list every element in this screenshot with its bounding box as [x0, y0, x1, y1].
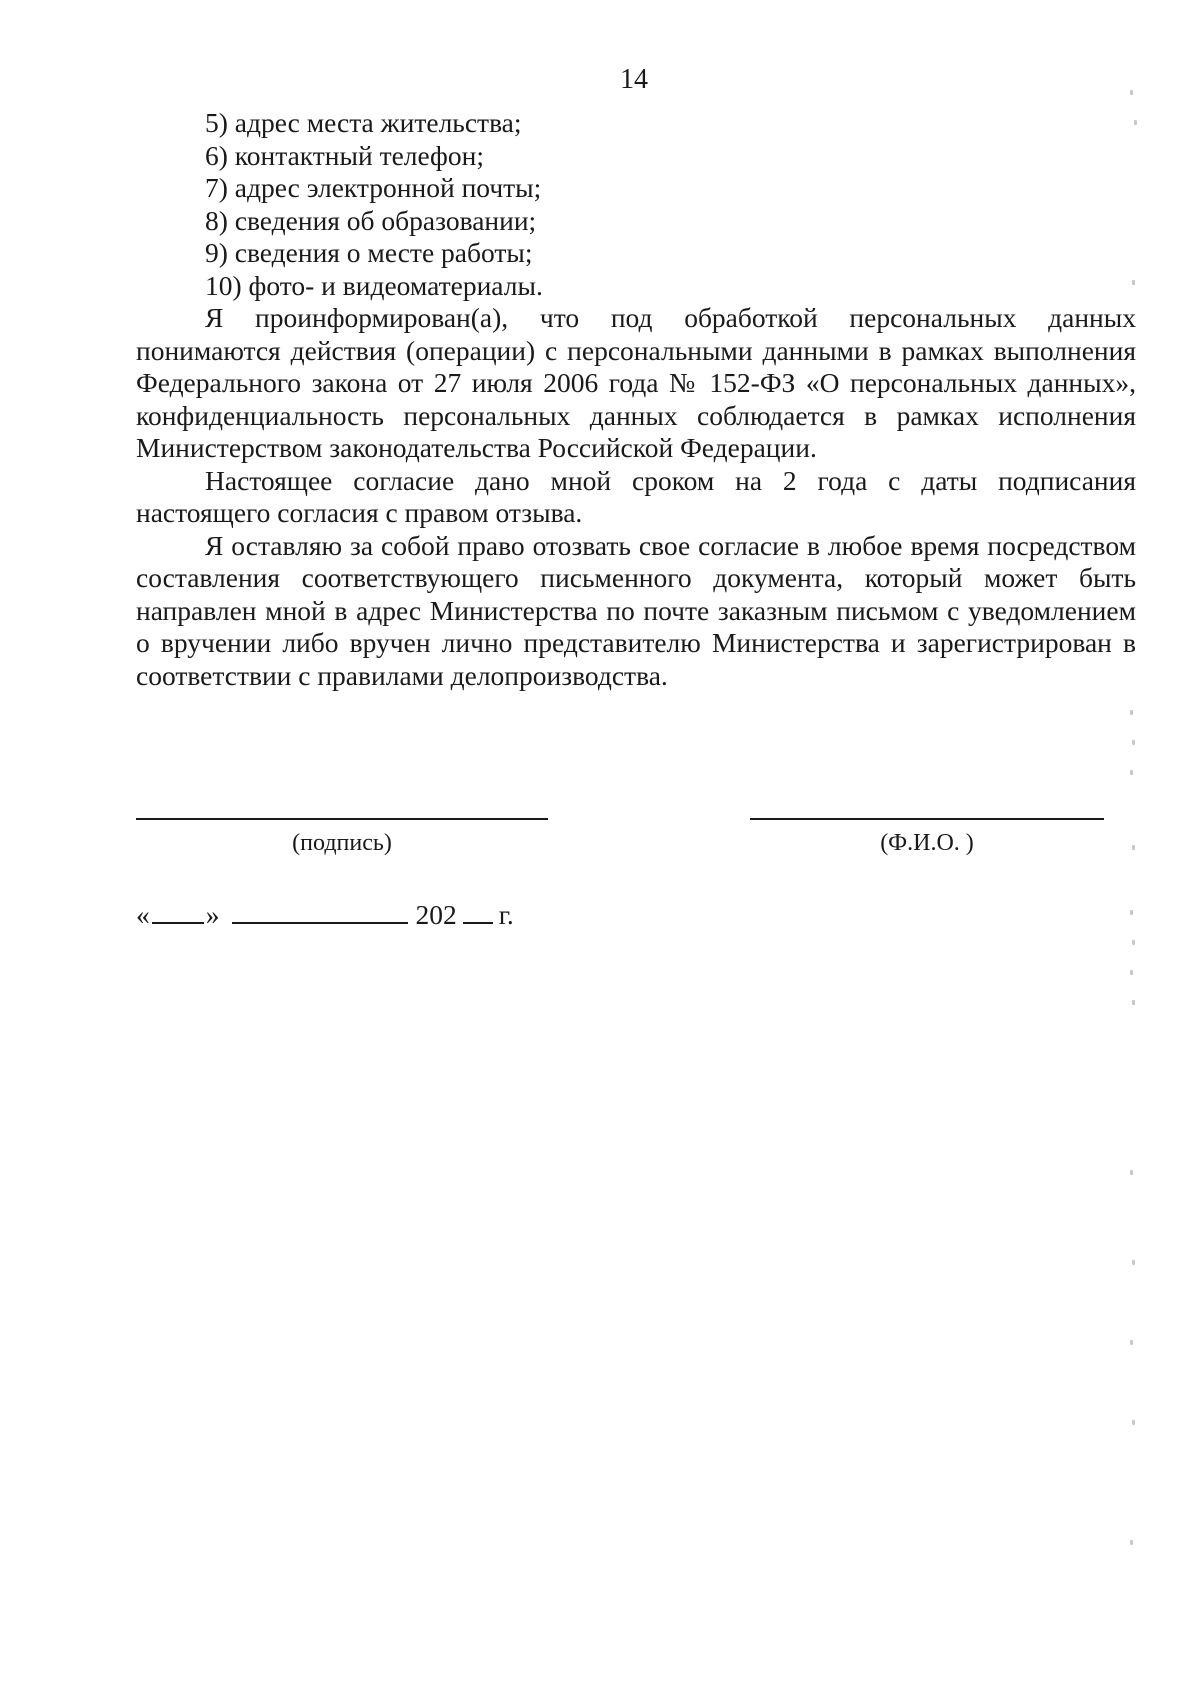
scan-speck [1132, 1000, 1135, 1005]
scan-speck [1132, 1420, 1135, 1425]
year-suffix: г. [498, 899, 514, 930]
date-close-quote: » [205, 899, 220, 930]
list-item-media: 10) фото- и видеоматериалы. [205, 269, 543, 301]
list-item-workplace: 9) сведения о месте работы; [205, 237, 533, 268]
scan-speck [1132, 940, 1135, 945]
scan-speck [1130, 970, 1133, 975]
year-blank [463, 898, 493, 924]
scan-speck [1132, 280, 1135, 285]
year-prefix: 202 [415, 899, 457, 930]
signature-caption: (подпись) [292, 830, 392, 856]
scan-speck [1130, 770, 1133, 775]
month-blank [232, 898, 408, 924]
paragraph-informed: Я проинформирован(а), что под обработкой персональных данных понимаются действия (операции) с персональными данными в рамках выполнения Федерального закона от 27 июля 2006 года № 152-ФЗ «О персональных данных», конфиденциальность персональных данных соблюдается в рамках исполнения Министерством законодательства Российской Федерации. [136, 302, 1136, 463]
full-name-caption: (Ф.И.О. ) [880, 830, 974, 856]
paragraph-term: Настоящее согласие дано мной сроком на 2 года с даты подписания настоящего согласия с правом отзыва. [136, 464, 1136, 528]
scan-artifacts [1120, 80, 1150, 1580]
list-item-phone: 6) контактный телефон; [205, 139, 484, 171]
signature-line [136, 818, 548, 820]
list-item-education: 8) сведения об образовании; [205, 204, 537, 236]
scan-speck [1130, 1170, 1133, 1175]
page-number: 14 [620, 64, 648, 95]
list-item-email: 7) адрес электронной почты; [205, 172, 542, 203]
date-open-quote: « [136, 899, 150, 930]
scan-speck [1132, 845, 1135, 850]
scan-speck [1130, 1340, 1133, 1345]
scan-speck [1132, 1260, 1135, 1265]
document-body [136, 107, 1136, 692]
scan-speck [1134, 120, 1137, 125]
paragraph-revocation: Я оставляю за собой право отозвать свое согласие в любое время посредством составления соответствующего письменного документа, который может быть направлен мной в адрес Министерства по почте заказным письмом с уведомлением о вручении либо вручен лично представителю Министерства и зарегистрирован в соответствии с правилами делопроизводства. [136, 529, 1136, 691]
scan-speck [1132, 740, 1135, 745]
list-item-address: 5) адрес места жительства; [205, 107, 522, 138]
day-blank [152, 898, 204, 924]
scan-speck [1130, 710, 1133, 715]
scan-speck [1130, 90, 1133, 95]
scan-speck [1130, 1540, 1133, 1545]
scan-speck [1130, 910, 1133, 915]
date-line [136, 898, 514, 932]
full-name-line [750, 818, 1104, 820]
